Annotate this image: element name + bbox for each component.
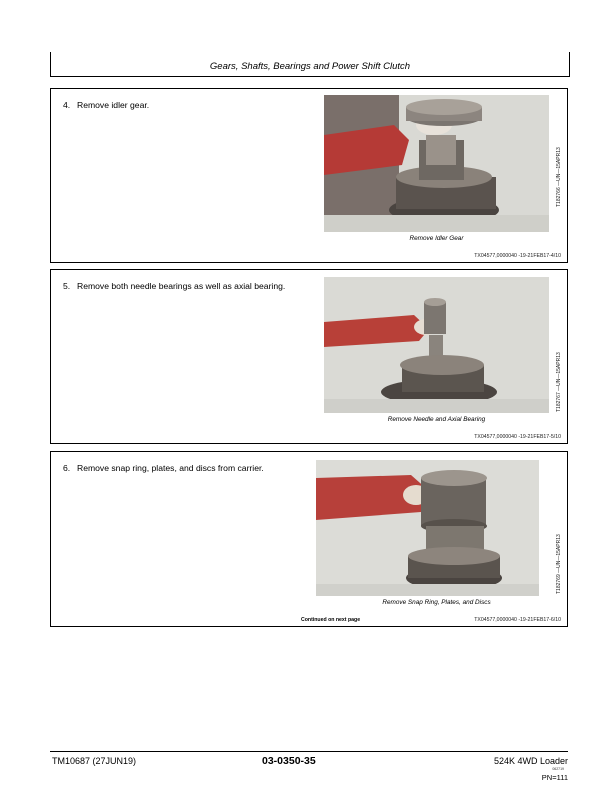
footer-divider xyxy=(50,751,568,752)
step-number: 6. xyxy=(63,463,71,473)
figure-id: T182766 —UN—15APR13 xyxy=(556,147,562,207)
reference-code: TX04577,0000040 -19-21FEB17-5/10 xyxy=(474,434,561,440)
idler-gear-photo xyxy=(324,95,549,232)
step-4-instruction xyxy=(63,100,149,111)
figure-id: T182767 —UN—15APR13 xyxy=(556,352,562,412)
step-number: 4. xyxy=(63,100,71,110)
figure-caption: Remove Snap Ring, Plates, and Discs xyxy=(382,599,491,606)
reference-code: TX04577,0000040 -19-21FEB17-6/10 xyxy=(474,617,561,623)
step-text: Remove idler gear. xyxy=(77,100,150,110)
step-4-block xyxy=(50,88,568,263)
needle-bearing-photo xyxy=(324,277,549,413)
figure-caption: Remove Idler Gear xyxy=(409,235,464,242)
clutch-pack-photo xyxy=(316,460,539,596)
page-number: PN=111 xyxy=(541,773,568,782)
section-header xyxy=(50,52,570,77)
step-5-block xyxy=(50,269,568,444)
step-6-instruction xyxy=(63,463,264,474)
continued-notice: Continued on next page xyxy=(301,617,361,623)
print-code: 062719 xyxy=(552,767,564,771)
step-text: Remove snap ring, plates, and discs from carrier. xyxy=(77,463,264,473)
machine-name: 524K 4WD Loader xyxy=(493,756,568,766)
page-code: 03-0350-35 xyxy=(262,755,316,767)
step-number: 5. xyxy=(63,281,71,291)
figure-id: T182769 —UN—15APR13 xyxy=(556,534,562,594)
step-5-instruction xyxy=(63,281,285,292)
step-6-block xyxy=(50,451,568,627)
figure-caption: Remove Needle and Axial Bearing xyxy=(387,416,486,423)
manual-number: TM10687 (27JUN19) xyxy=(52,756,137,766)
section-title: Gears, Shafts, Bearings and Power Shift Clutch xyxy=(209,61,411,72)
step-text: Remove both needle bearings as well as axial bearing. xyxy=(77,281,286,291)
reference-code: TX04577,0000040 -19-21FEB17-4/10 xyxy=(474,253,561,259)
